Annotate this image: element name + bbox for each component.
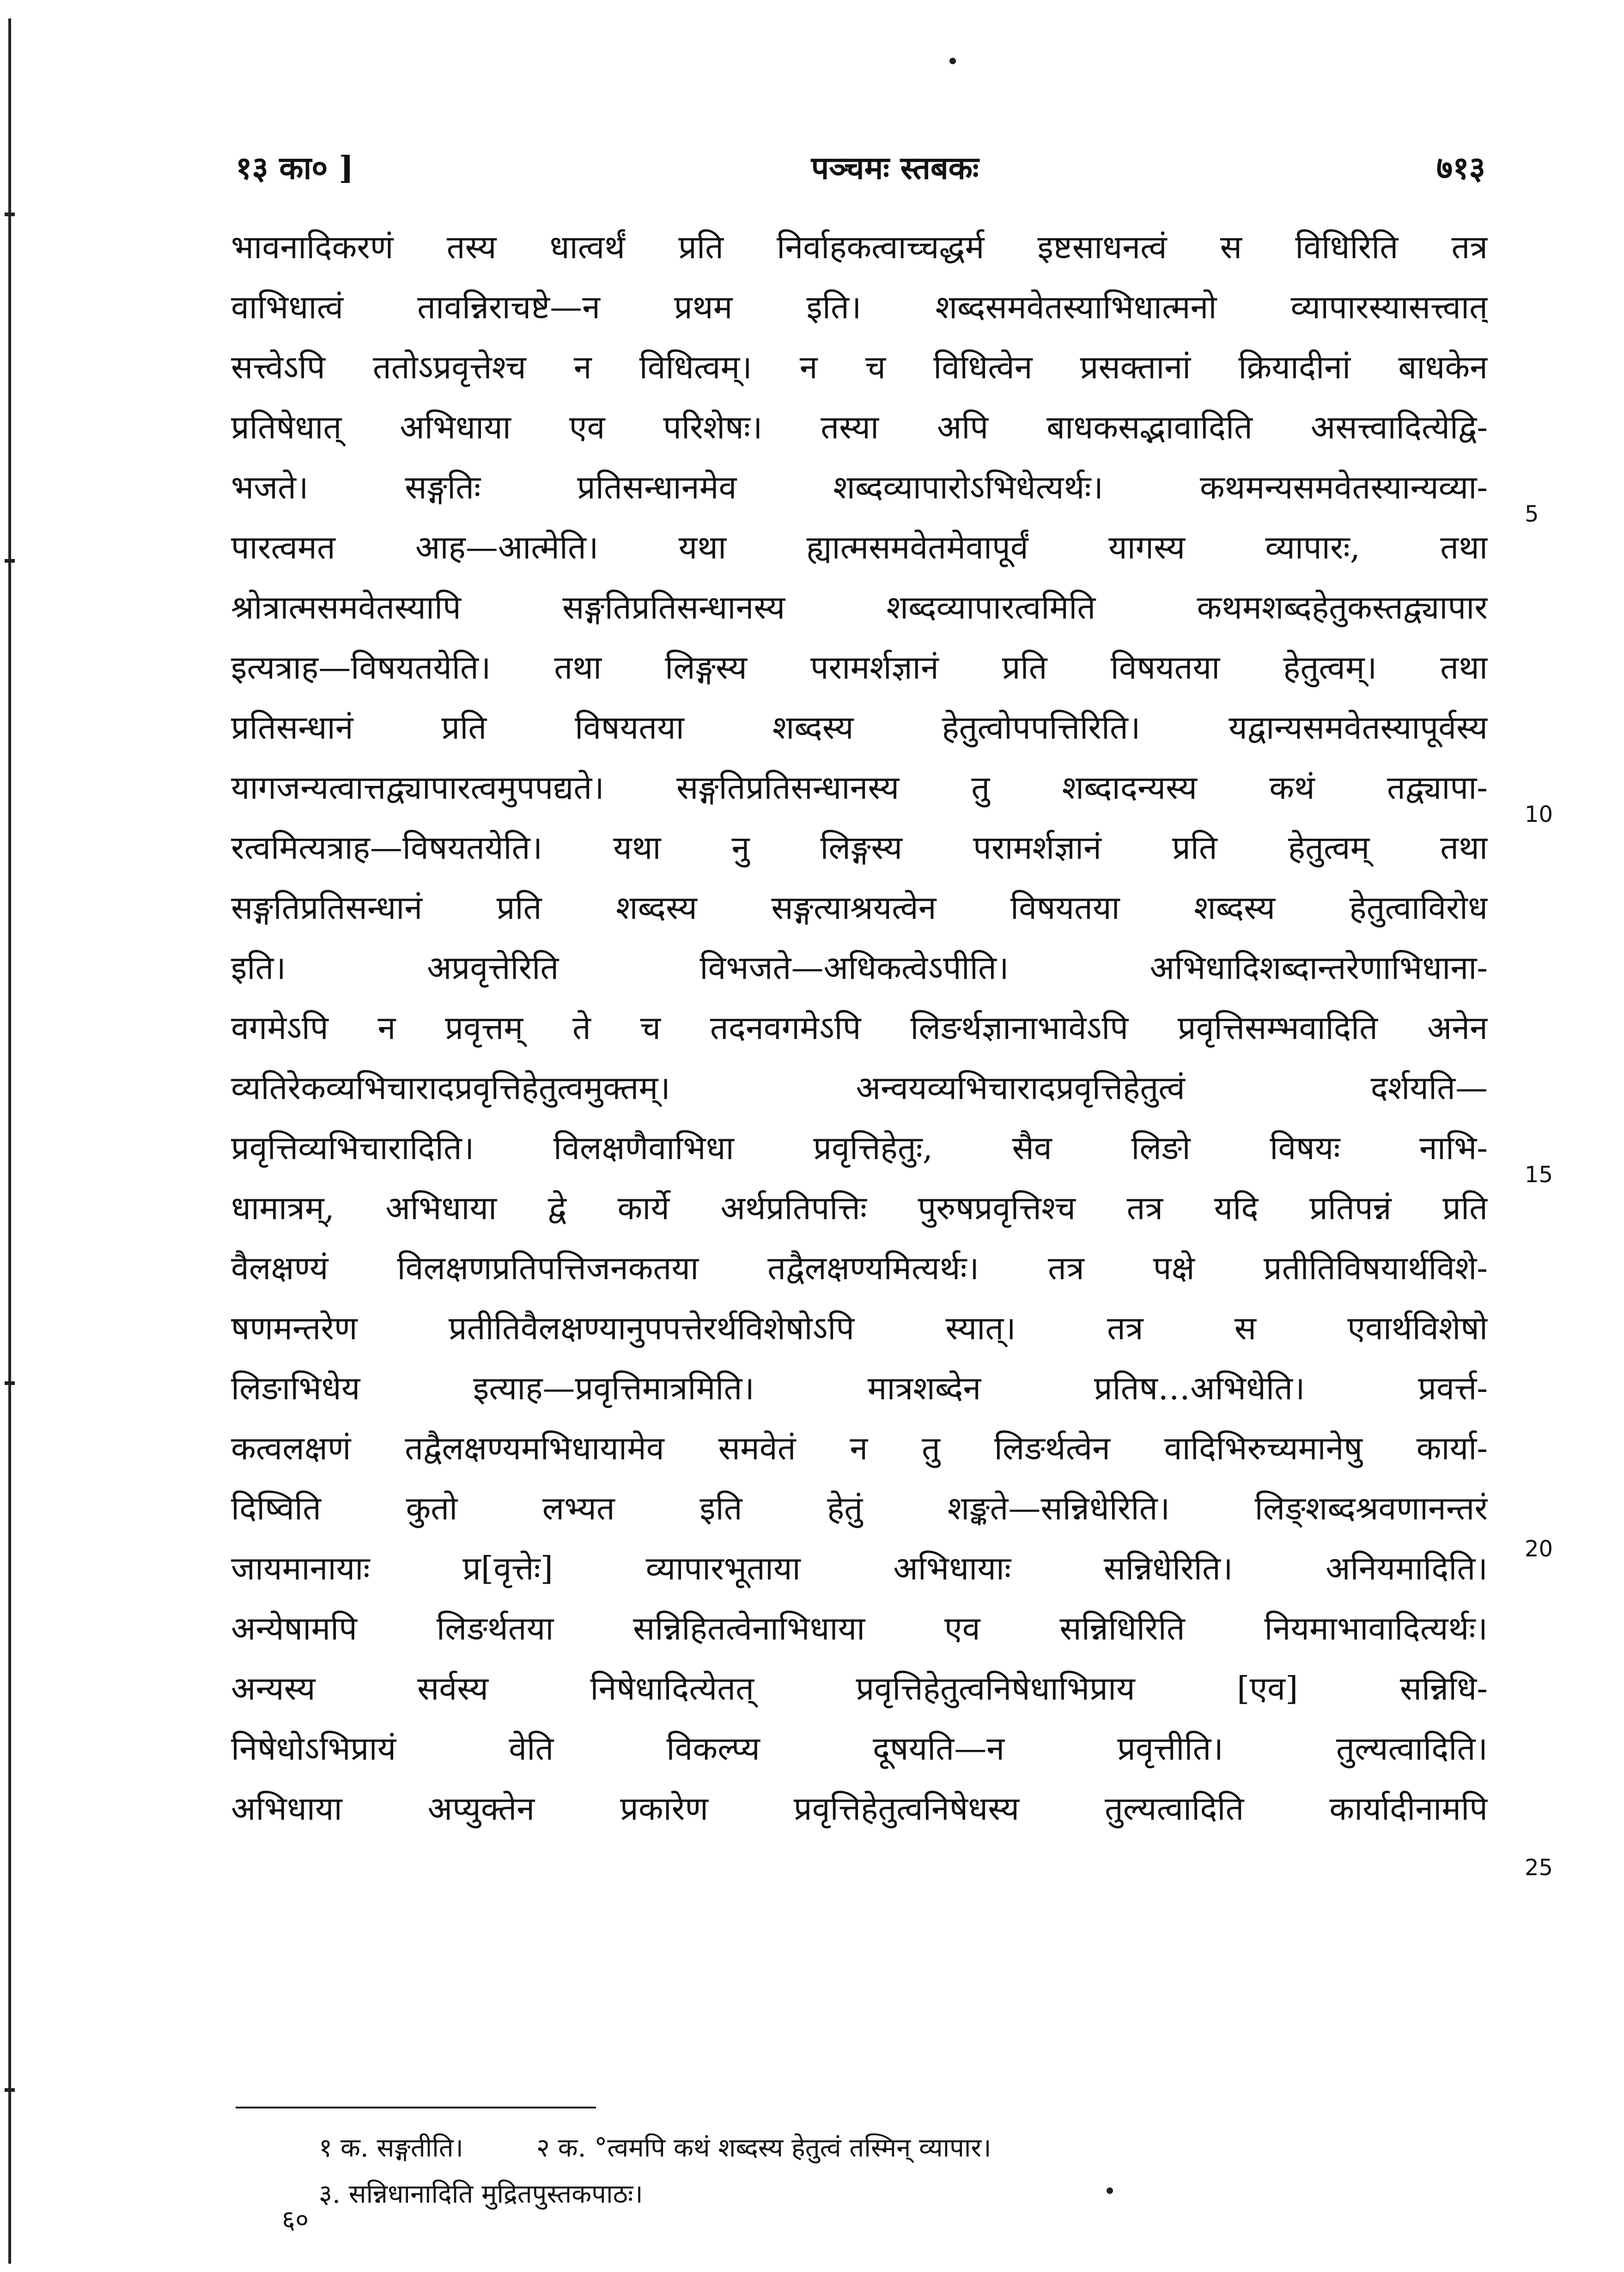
- text-line: रत्वमित्यत्राह—विषयतयेति। यथा नु लिङ्गस्य परामर्शज्ञानं प्रति हेतुत्वम् तथा: [231, 829, 1488, 867]
- text-line: अन्येषामपि लिङर्थतया सन्निहितत्वेनाभिधाया एव सन्निधिरिति नियमाभावादित्यर्थः।: [231, 1610, 1488, 1647]
- footnote-3: ३. सन्निधानादिति मुद्रितपुस्तकपाठः।: [319, 2179, 643, 2209]
- text-line: वैलक्षण्यं विलक्षणप्रतिपत्तिजनकतया तद्वैलक्षण्यमित्यर्थः। तत्र पक्षे प्रतीतिविषयार्थविशे-: [231, 1249, 1488, 1287]
- text-line: सत्त्वेऽपि ततोऽप्रवृत्तेश्च न विधित्वम्। न च विधित्वेन प्रसक्तानां क्रियादीनां बाधकेन: [231, 348, 1488, 386]
- running-header: [236, 141, 1485, 192]
- line-number: 15: [1525, 1162, 1553, 1188]
- text-line: लिङाभिधेय इत्याह—प्रवृत्तिमात्रमिति। मात्रशब्देन प्रतिष…अभिधेति। प्रवर्त्त-: [231, 1369, 1488, 1407]
- footnote-1: १ क. सङ्गतीति।: [319, 2133, 463, 2163]
- binding-mark: [5, 213, 15, 216]
- text-line: प्रतिसन्धानं प्रति विषयतया शब्दस्य हेतुत्वोपपत्तिरिति। यद्वान्यसमवेतस्यापूर्वस्य: [231, 709, 1488, 747]
- page-number: ७१३: [1436, 149, 1485, 187]
- binding-mark: [5, 2088, 15, 2092]
- line-number: 5: [1525, 501, 1539, 527]
- text-line: अभिधाया अप्युक्तेन प्रकारेण प्रवृत्तिहेतुत्वनिषेधस्य तुल्यत्वादिति कार्यादीनामपि: [231, 1790, 1488, 1828]
- chapter-title: पञ्चमः स्तबकः: [811, 149, 979, 187]
- section-reference: १३ का० ]: [236, 149, 354, 187]
- text-line: भजते। सङ्गतिः प्रतिसन्धानमेव शब्दव्यापारोऽभिधेत्यर्थः। कथमन्यसमवेतस्यान्यव्या-: [231, 468, 1488, 506]
- text-line: अन्यस्य सर्वस्य निषेधादित्येतत् प्रवृत्तिहेतुत्वनिषेधाभिप्राय [एव] सन्निधि-: [231, 1670, 1488, 1707]
- text-line: इत्यत्राह—विषयतयेति। तथा लिङ्गस्य परामर्शज्ञानं प्रति विषयतया हेतुत्वम्। तथा: [231, 649, 1488, 686]
- text-line: पारत्वमत आह—आत्मेति। यथा ह्यात्मसमवेतमेवापूर्वं यागस्य व्यापारः, तथा: [231, 529, 1488, 566]
- text-line: वाभिधात्वं तावन्निराचष्टे—न प्रथम इति। शब्दसमवेतस्याभिधात्मनो व्यापारस्यासत्त्वात्: [231, 288, 1488, 326]
- text-line: प्रतिषेधात् अभिधाया एव परिशेषः। तस्या अपि बाधकसद्भावादिति असत्त्वादित्येद्वि-: [231, 408, 1488, 446]
- footnotes: [319, 2125, 1520, 2217]
- footnote-row: [319, 2171, 1520, 2217]
- footnote-divider: [236, 2107, 596, 2108]
- text-line: धामात्रम्, अभिधाया द्वे कार्ये अर्थप्रतिपत्तिः पुरुषप्रवृत्तिश्च तत्र यदि प्रतिपन्नं प्रति: [231, 1189, 1488, 1227]
- text-line: इति। अप्रवृत्तेरिति विभजते—अधिकत्वेऽपीति। अभिधादिशब्दान्तरेणाभिधाना-: [231, 949, 1488, 987]
- line-number: 20: [1525, 1536, 1553, 1562]
- text-line: सङ्गतिप्रतिसन्धानं प्रति शब्दस्य सङ्गत्याश्रयत्वेन विषयतया शब्दस्य हेतुत्वाविरोध: [231, 889, 1488, 927]
- footnote-row: [319, 2125, 1520, 2171]
- text-line: व्यतिरेकव्यभिचारादप्रवृत्तिहेतुत्वमुक्तम्। अन्वयव्यभिचारादप्रवृत्तिहेतुत्वं दर्शयति—: [231, 1069, 1488, 1107]
- text-line: निषेधोऽभिप्रायं वेति विकल्प्य दूषयति—न प्रवृत्तीति। तुल्यत्वादिति।: [231, 1730, 1488, 1768]
- main-text: [231, 217, 1488, 1839]
- text-line: कत्वलक्षणं तद्वैलक्षण्यमभिधायामेव समवेतं न तु लिङर्थत्वेन वादिभिरुच्यमानेषु कार्या-: [231, 1429, 1488, 1467]
- ink-speck: [949, 58, 956, 64]
- line-number: 10: [1525, 802, 1553, 827]
- text-line: दिष्विति कुतो लभ्यत इति हेतुं शङ्कते—सन्निधेरिति। लिङ्शब्दश्रवणानन्तरं: [231, 1489, 1488, 1527]
- text-line: श्रोत्रात्मसमवेतस्यापि सङ्गतिप्रतिसन्धानस्य शब्दव्यापारत्वमिति कथमशब्दहेतुकस्तद्व्यापार: [231, 589, 1488, 626]
- binding-edge: [8, 18, 11, 2264]
- text-line: यागजन्यत्वात्तद्व्यापारत्वमुपपद्यते। सङ्गतिप्रतिसन्धानस्य तु शब्दादन्यस्य कथं तद्व्यापा-: [231, 769, 1488, 807]
- binding-mark: [5, 559, 15, 563]
- text-line: वगमेऽपि न प्रवृत्तम् ते च तदनवगमेऽपि लिङर्थज्ञानाभावेऽपि प्रवृत्तिसम्भवादिति अनेन: [231, 1009, 1488, 1047]
- text-line: भावनादिकरणं तस्य धात्वर्थं प्रति निर्वाहकत्वाच्चद्धर्म इष्टसाधनत्वं स विधिरिति तत्र: [231, 228, 1488, 266]
- text-line: प्रवृत्तिव्यभिचारादिति। विलक्षणैवाभिधा प्रवृत्तिहेतुः, सैव लिङो विषयः नाभि-: [231, 1129, 1488, 1167]
- line-number: 25: [1525, 1855, 1553, 1881]
- footnote-2: २ क. °त्वमपि कथं शब्दस्य हेतुत्वं तस्मिन् व्यापार।: [536, 2133, 991, 2163]
- text-line: षणमन्तरेण प्रतीतिवैलक्षण्यानुपपत्तेरर्थविशेषोऽपि स्यात्। तत्र स एवार्थविशेषो: [231, 1309, 1488, 1347]
- text-line: जायमानायाः प्र[वृत्तेः] व्यापारभूताया अभिधायाः सन्निधेरिति। अनियमादिति।: [231, 1549, 1488, 1587]
- binding-mark: [5, 1381, 15, 1385]
- signature-mark: ६०: [282, 2205, 309, 2235]
